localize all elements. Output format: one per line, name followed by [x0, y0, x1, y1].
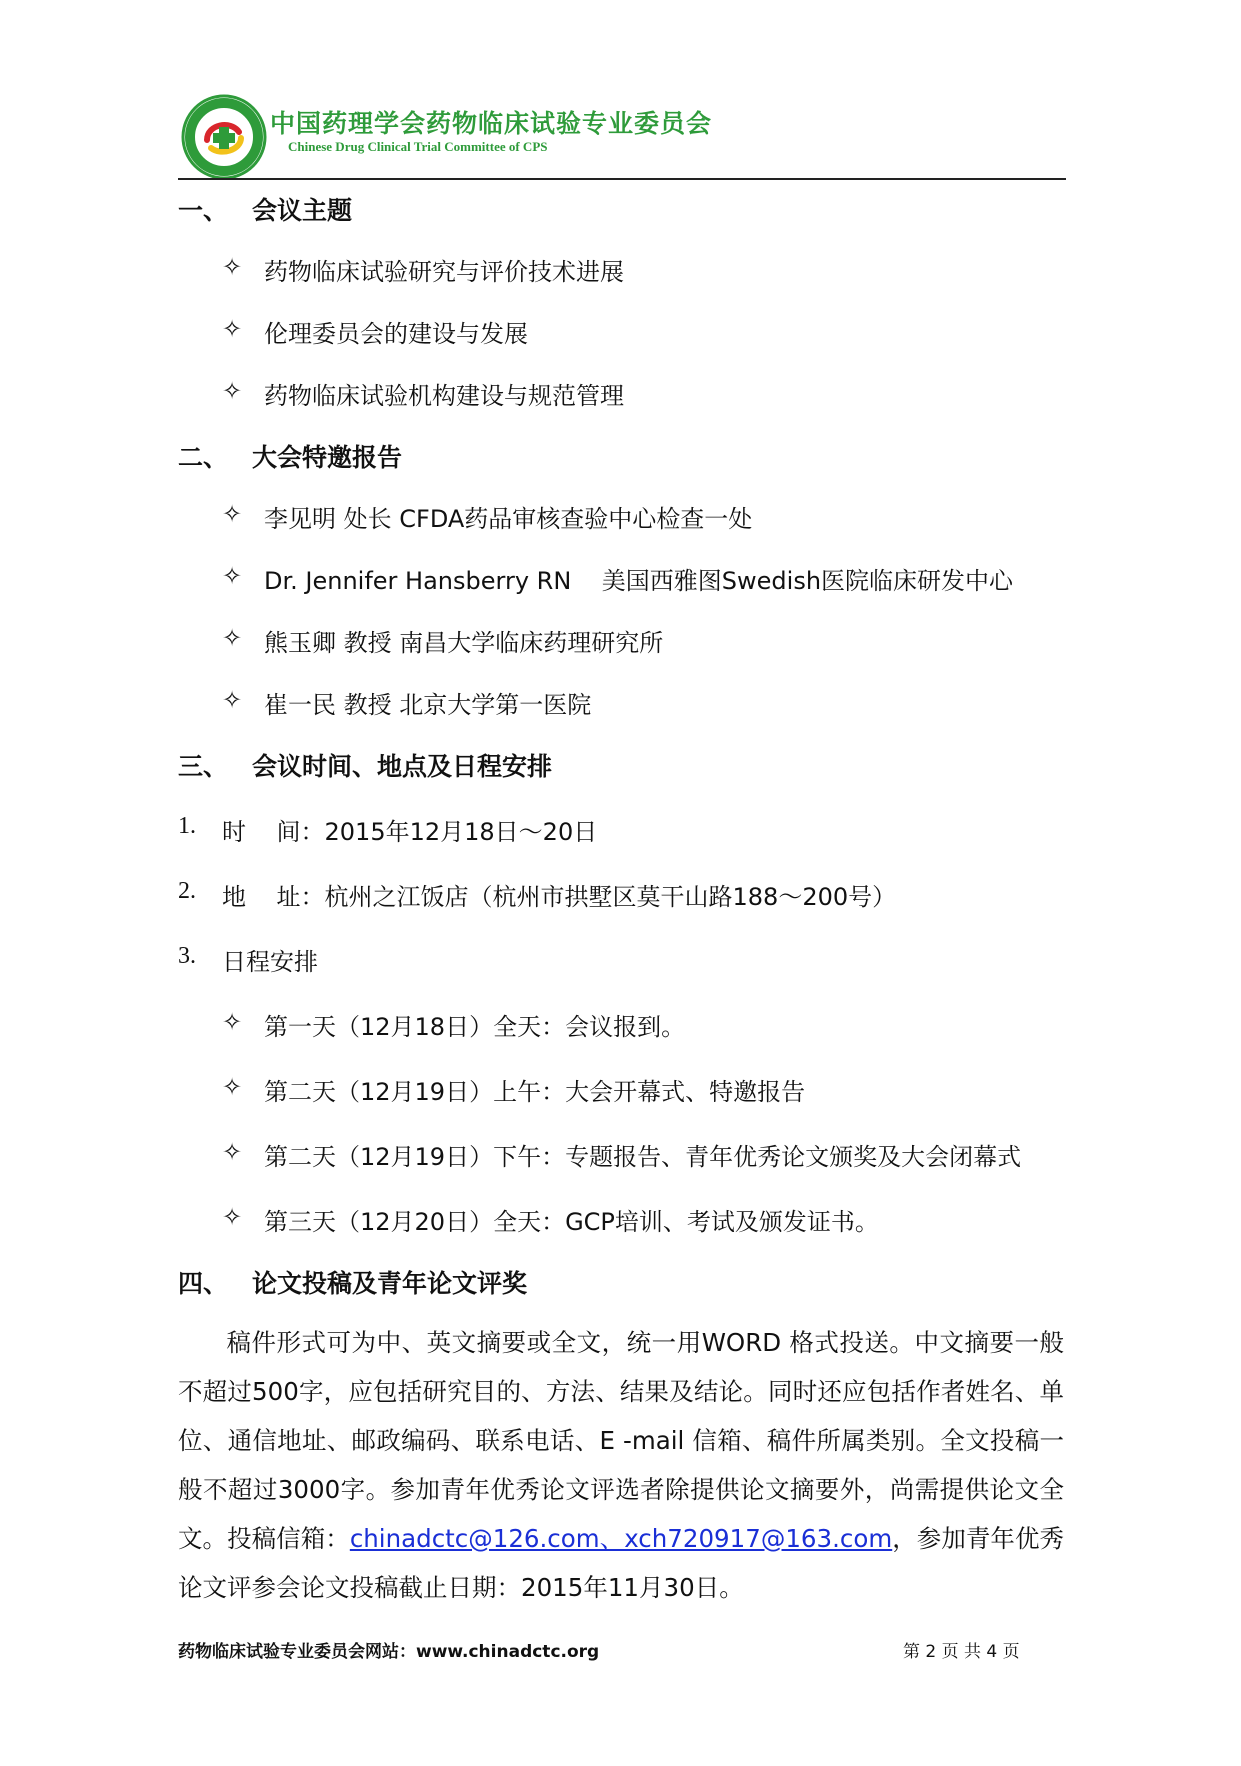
submission-email-link[interactable]: chinadctc@126.com、xch720917@163.com	[349, 1524, 893, 1553]
section-2-number: 二、	[178, 443, 229, 472]
bullet-icon: ✧	[222, 686, 243, 714]
theme-item: 药物临床试验机构建设与规范管理	[264, 382, 624, 410]
footer-website: 药物临床试验专业委员会网站：www.chinadctc.org	[178, 1642, 600, 1662]
bullet-icon: ✧	[222, 500, 243, 528]
bullet-icon: ✧	[222, 377, 243, 405]
bullet-icon: ✧	[222, 562, 243, 590]
schedule-heading: 日程安排	[222, 948, 318, 976]
bullet-icon: ✧	[222, 315, 243, 343]
speaker-item: Dr. Jennifer Hansberry RN 美国西雅图Swedish医院临床研发中心	[264, 567, 1014, 595]
committee-logo	[181, 94, 267, 180]
schedule-item: 第三天（12月20日）全天：GCP培训、考试及颁发证书。	[264, 1208, 879, 1236]
schedule-item: 第一天（12月18日）全天：会议报到。	[264, 1013, 686, 1041]
speaker-item: 李见明 处长 CFDA药品审核查验中心检查一处	[264, 505, 753, 533]
theme-item: 伦理委员会的建设与发展	[264, 320, 528, 348]
schedule-item: 第二天（12月19日）上午：大会开幕式、特邀报告	[264, 1078, 806, 1106]
meeting-address: 地 址：杭州之江饭店（杭州市拱墅区莫干山路188～200号）	[222, 883, 897, 911]
bullet-icon: ✧	[222, 1203, 243, 1231]
list-number: 1.	[178, 813, 196, 839]
submission-text: 稿件形式可为中、英文摘要或全文，统一用WORD 格式投送。中文摘要一般不超过500字，应包括研究目的、方法、结果及结论。同时还应包括作者姓名、单位、通信地址、邮政编码、联系电话、E -mail 信箱、稿件所属类别。全文投稿一般不超过3000字。参加青年优秀论文评选者除提供论文摘要外，尚需提供论文全文。投稿信箱：	[178, 1328, 1064, 1553]
footer-page-number: 第 2 页 共 4 页	[903, 1642, 1020, 1662]
section-4-title: 论文投稿及青年论文评奖	[252, 1269, 528, 1298]
org-name-en: Chinese Drug Clinical Trial Committee of CPS	[288, 139, 548, 154]
speaker-item: 崔一民 教授 北京大学第一医院	[264, 691, 592, 719]
section-4-number: 四、	[178, 1269, 229, 1298]
org-name-cn: 中国药理学会药物临床试验专业委员会	[270, 109, 713, 138]
meeting-time: 时 间：2015年12月18日～20日	[222, 818, 598, 846]
submission-paragraph	[178, 1318, 1064, 1612]
bullet-icon: ✧	[222, 1138, 243, 1166]
theme-item: 药物临床试验研究与评价技术进展	[264, 258, 624, 286]
schedule-item: 第二天（12月19日）下午：专题报告、青年优秀论文颁奖及大会闭幕式	[264, 1143, 1022, 1171]
bullet-icon: ✧	[222, 1073, 243, 1101]
bullet-icon: ✧	[222, 624, 243, 652]
list-number: 3.	[178, 943, 196, 969]
bullet-icon: ✧	[222, 1008, 243, 1036]
section-1-title: 会议主题	[252, 196, 353, 225]
header-rule	[178, 178, 1066, 180]
list-number: 2.	[178, 878, 196, 904]
submission-deadline-text: ，参加青年优秀论文评参会论文投稿截止日期：2015年11月30日。	[178, 1524, 1065, 1602]
section-2-title: 大会特邀报告	[252, 443, 403, 472]
section-3-title: 会议时间、地点及日程安排	[252, 752, 553, 781]
section-1-number: 一、	[178, 196, 229, 225]
bullet-icon: ✧	[222, 253, 243, 281]
speaker-item: 熊玉卿 教授 南昌大学临床药理研究所	[264, 629, 664, 657]
section-3-number: 三、	[178, 752, 229, 781]
